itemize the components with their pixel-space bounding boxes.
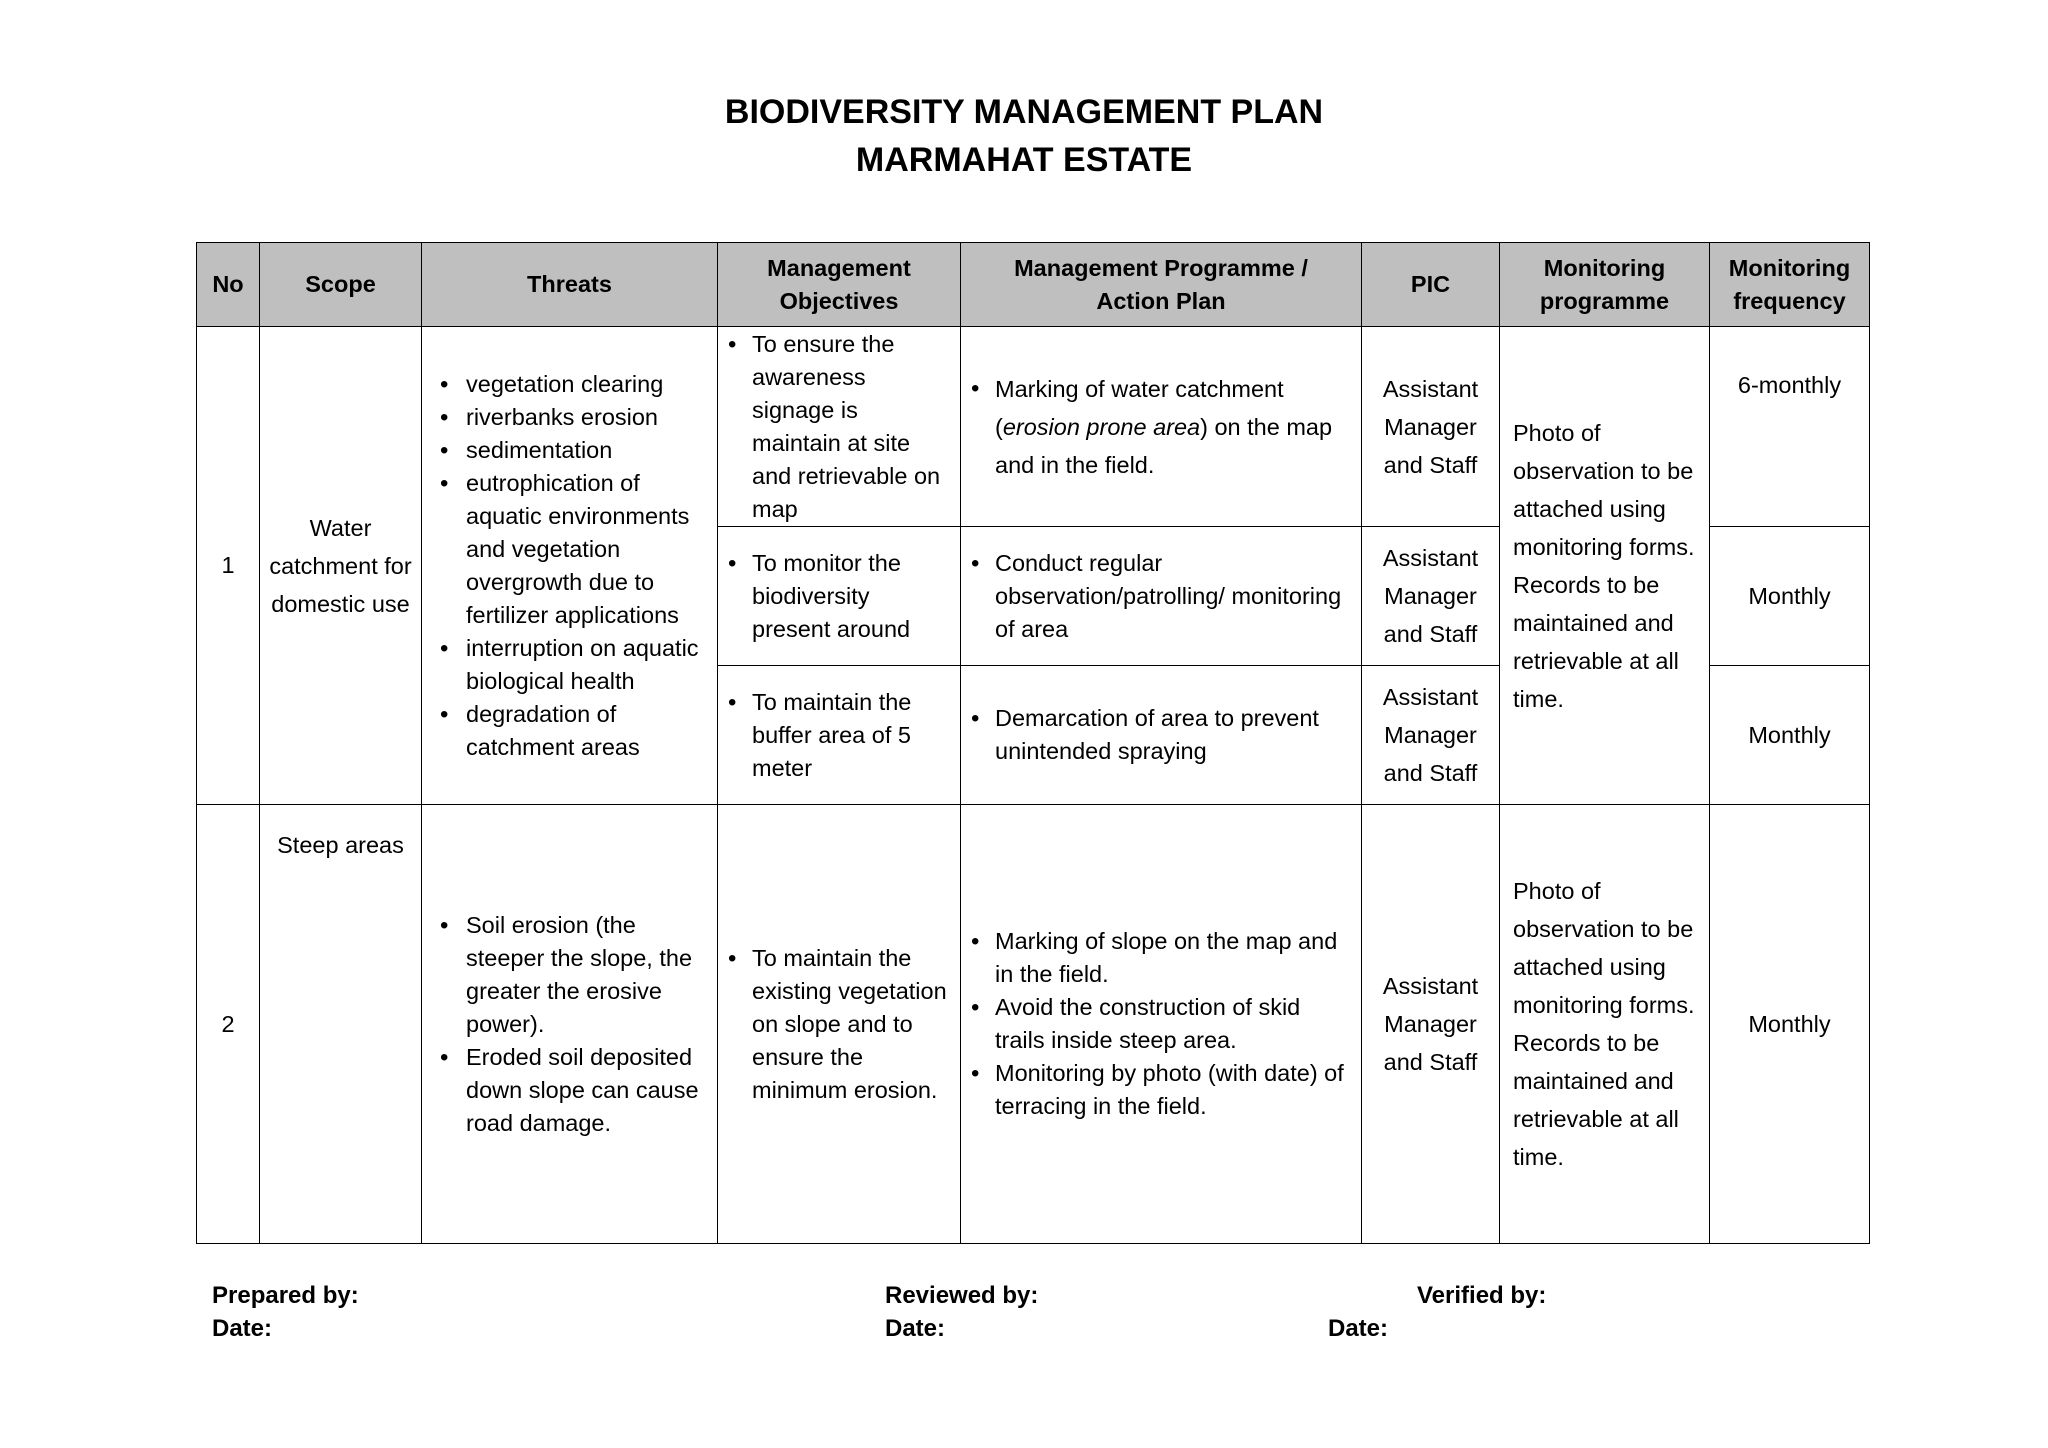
- header-monitoring-frequency: [1710, 243, 1870, 327]
- header-objectives-line2: Objectives: [779, 287, 899, 314]
- row1b-action-list: [969, 547, 1353, 646]
- list-item: • eutrophication of aquatic environments and vegetation overgrowth due to fertilizer applications: [430, 467, 709, 632]
- row1-monitoring-programme: Photo of observation to be attached using monitoring forms. Records to be maintained and retrievable at all time.: [1500, 327, 1710, 805]
- row2-threats-cell: [422, 805, 718, 1244]
- row1a-frequency: 6-monthly: [1710, 327, 1870, 527]
- header-monitoring-programme: [1500, 243, 1710, 327]
- row1a-objective-list: [726, 328, 952, 526]
- header-objectives-line1: Management: [767, 254, 911, 281]
- list-item: • interruption on aquatic biological health: [430, 632, 709, 698]
- table-row: [197, 327, 1870, 527]
- header-mon-prog-line1: Monitoring: [1543, 254, 1666, 281]
- verified-by-label: Verified by:: [1417, 1282, 1547, 1309]
- row1c-action-list: [969, 702, 1353, 768]
- row1b-frequency: Monthly: [1710, 527, 1870, 666]
- list-item: • Conduct regular observation/patrolling/ monitoring of area: [969, 547, 1353, 646]
- list-item: • To maintain the buffer area of 5 meter: [726, 686, 952, 785]
- row1b-objective-list: [726, 547, 952, 646]
- row2-action-cell: [961, 805, 1362, 1244]
- reviewed-date-label: Date:: [885, 1315, 946, 1342]
- verified-date-label: Date:: [1328, 1315, 1389, 1342]
- row1-no: 1: [197, 327, 260, 805]
- list-item: • Eroded soil deposited down slope can cause road damage.: [430, 1041, 709, 1140]
- list-item: • sedimentation: [430, 434, 709, 467]
- row2-frequency: Monthly: [1710, 805, 1870, 1244]
- list-item: • degradation of catchment areas: [430, 698, 709, 764]
- row2-monitoring-programme: Photo of observation to be attached using monitoring forms. Records to be maintained and retrievable at all time.: [1500, 805, 1710, 1244]
- list-item: • Soil erosion (the steeper the slope, the greater the erosive power).: [430, 909, 709, 1041]
- reviewed-by-label: Reviewed by:: [885, 1282, 1039, 1309]
- list-item: [969, 370, 1353, 484]
- row1b-action-cell: [961, 527, 1362, 666]
- header-programme-line2: Action Plan: [1096, 287, 1226, 314]
- list-item: • To ensure the awareness signage is maintain at site and retrievable on map: [726, 328, 952, 526]
- list-item: • riverbanks erosion: [430, 401, 709, 434]
- row1-threats-cell: [422, 327, 718, 805]
- header-mon-prog-line2: programme: [1539, 287, 1670, 314]
- list-item: • Marking of slope on the map and in the field.: [969, 925, 1353, 991]
- row2-threats-list: [430, 909, 709, 1140]
- list-item: • Monitoring by photo (with date) of terracing in the field.: [969, 1057, 1353, 1123]
- action-text-pre: Marking of water catchment (: [995, 375, 1284, 440]
- management-plan-table: [196, 242, 1870, 1244]
- row2-objective-cell: [718, 805, 961, 1244]
- row1c-frequency: Monthly: [1710, 666, 1870, 805]
- list-item: • vegetation clearing: [430, 368, 709, 401]
- prepared-by-label: Prepared by:: [212, 1282, 359, 1309]
- header-objectives: [718, 243, 961, 327]
- row1a-pic: Assistant Manager and Staff: [1362, 327, 1500, 527]
- action-text-post: ) on the map and in the field.: [995, 413, 1333, 478]
- row1a-action-list: [969, 370, 1353, 484]
- row1-threats-list: [430, 368, 709, 764]
- row2-scope: Steep areas: [260, 805, 422, 1244]
- list-item: • To maintain the existing vegetation on slope and to ensure the minimum erosion.: [726, 942, 952, 1107]
- action-text-emphasis: erosion prone area: [1002, 413, 1201, 440]
- table-row: [197, 805, 1870, 1244]
- row1b-pic: Assistant Manager and Staff: [1362, 527, 1500, 666]
- header-threats: Threats: [422, 243, 718, 327]
- row2-no: 2: [197, 805, 260, 1244]
- row1c-objective-list: [726, 686, 952, 785]
- row1a-objective-cell: [718, 327, 961, 527]
- row1a-action-cell: [961, 327, 1362, 527]
- row2-objective-list: [726, 942, 952, 1107]
- row1c-action-cell: [961, 666, 1362, 805]
- header-scope: Scope: [260, 243, 422, 327]
- header-programme-line1: Management Programme /: [1014, 254, 1308, 281]
- row2-action-list: [969, 925, 1353, 1123]
- row1c-objective-cell: [718, 666, 961, 805]
- table-header-row: [197, 243, 1870, 327]
- header-pic: PIC: [1362, 243, 1500, 327]
- list-item: • Avoid the construction of skid trails inside steep area.: [969, 991, 1353, 1057]
- row1c-pic: Assistant Manager and Staff: [1362, 666, 1500, 805]
- document-title: BIODIVERSITY MANAGEMENT PLAN: [724, 93, 1324, 131]
- header-mon-freq-line1: Monitoring: [1728, 254, 1851, 281]
- header-mon-freq-line2: frequency: [1733, 287, 1846, 314]
- prepared-date-label: Date:: [212, 1315, 273, 1342]
- header-programme: [961, 243, 1362, 327]
- header-no: No: [197, 243, 260, 327]
- row1b-objective-cell: [718, 527, 961, 666]
- list-item: • Demarcation of area to prevent unintended spraying: [969, 702, 1353, 768]
- row1-scope: Water catchment for domestic use: [260, 327, 422, 805]
- document-subtitle: MARMAHAT ESTATE: [855, 141, 1193, 179]
- row2-pic: Assistant Manager and Staff: [1362, 805, 1500, 1244]
- list-item: • To monitor the biodiversity present around: [726, 547, 952, 646]
